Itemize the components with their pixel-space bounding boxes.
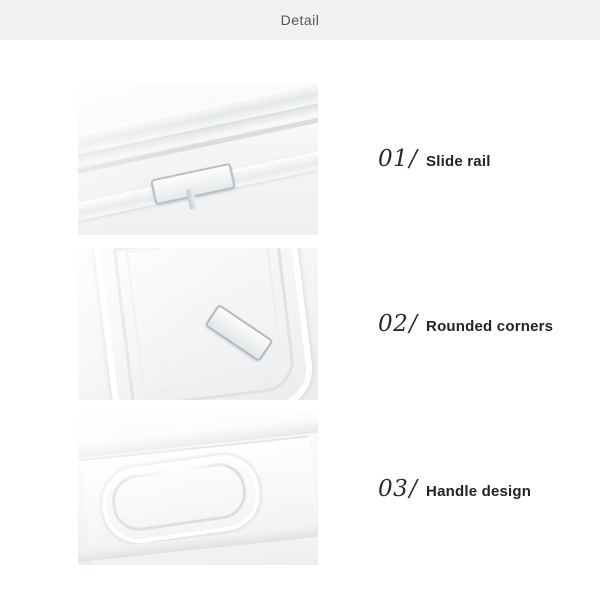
rounded-corners-photo [78, 248, 318, 400]
photo-sheen [78, 83, 318, 235]
detail-section-row [0, 412, 600, 565]
section-separator: / [409, 475, 418, 502]
handle-design-photo [78, 413, 318, 565]
detail-section-row [0, 247, 600, 400]
photo-sheen [78, 413, 318, 565]
section-label: Handle design [426, 482, 532, 500]
section-caption [378, 146, 491, 172]
detail-sections-list [0, 82, 600, 577]
section-separator: / [409, 310, 418, 337]
product-photo-illustration [78, 248, 318, 400]
slide-rail-photo [78, 83, 318, 235]
product-photo-illustration [78, 83, 318, 235]
section-number: 03 [378, 475, 409, 502]
section-number: 02 [378, 310, 409, 337]
section-label: Slide rail [426, 152, 491, 170]
section-number: 01 [378, 145, 409, 172]
product-photo-illustration [78, 413, 318, 565]
section-label: Rounded corners [426, 317, 554, 335]
section-caption [378, 311, 553, 337]
section-caption [378, 476, 531, 502]
photo-sheen [78, 248, 318, 400]
section-separator: / [409, 145, 418, 172]
page-header [0, 0, 600, 40]
detail-section-row [0, 82, 600, 235]
page-title: Detail [280, 12, 320, 28]
